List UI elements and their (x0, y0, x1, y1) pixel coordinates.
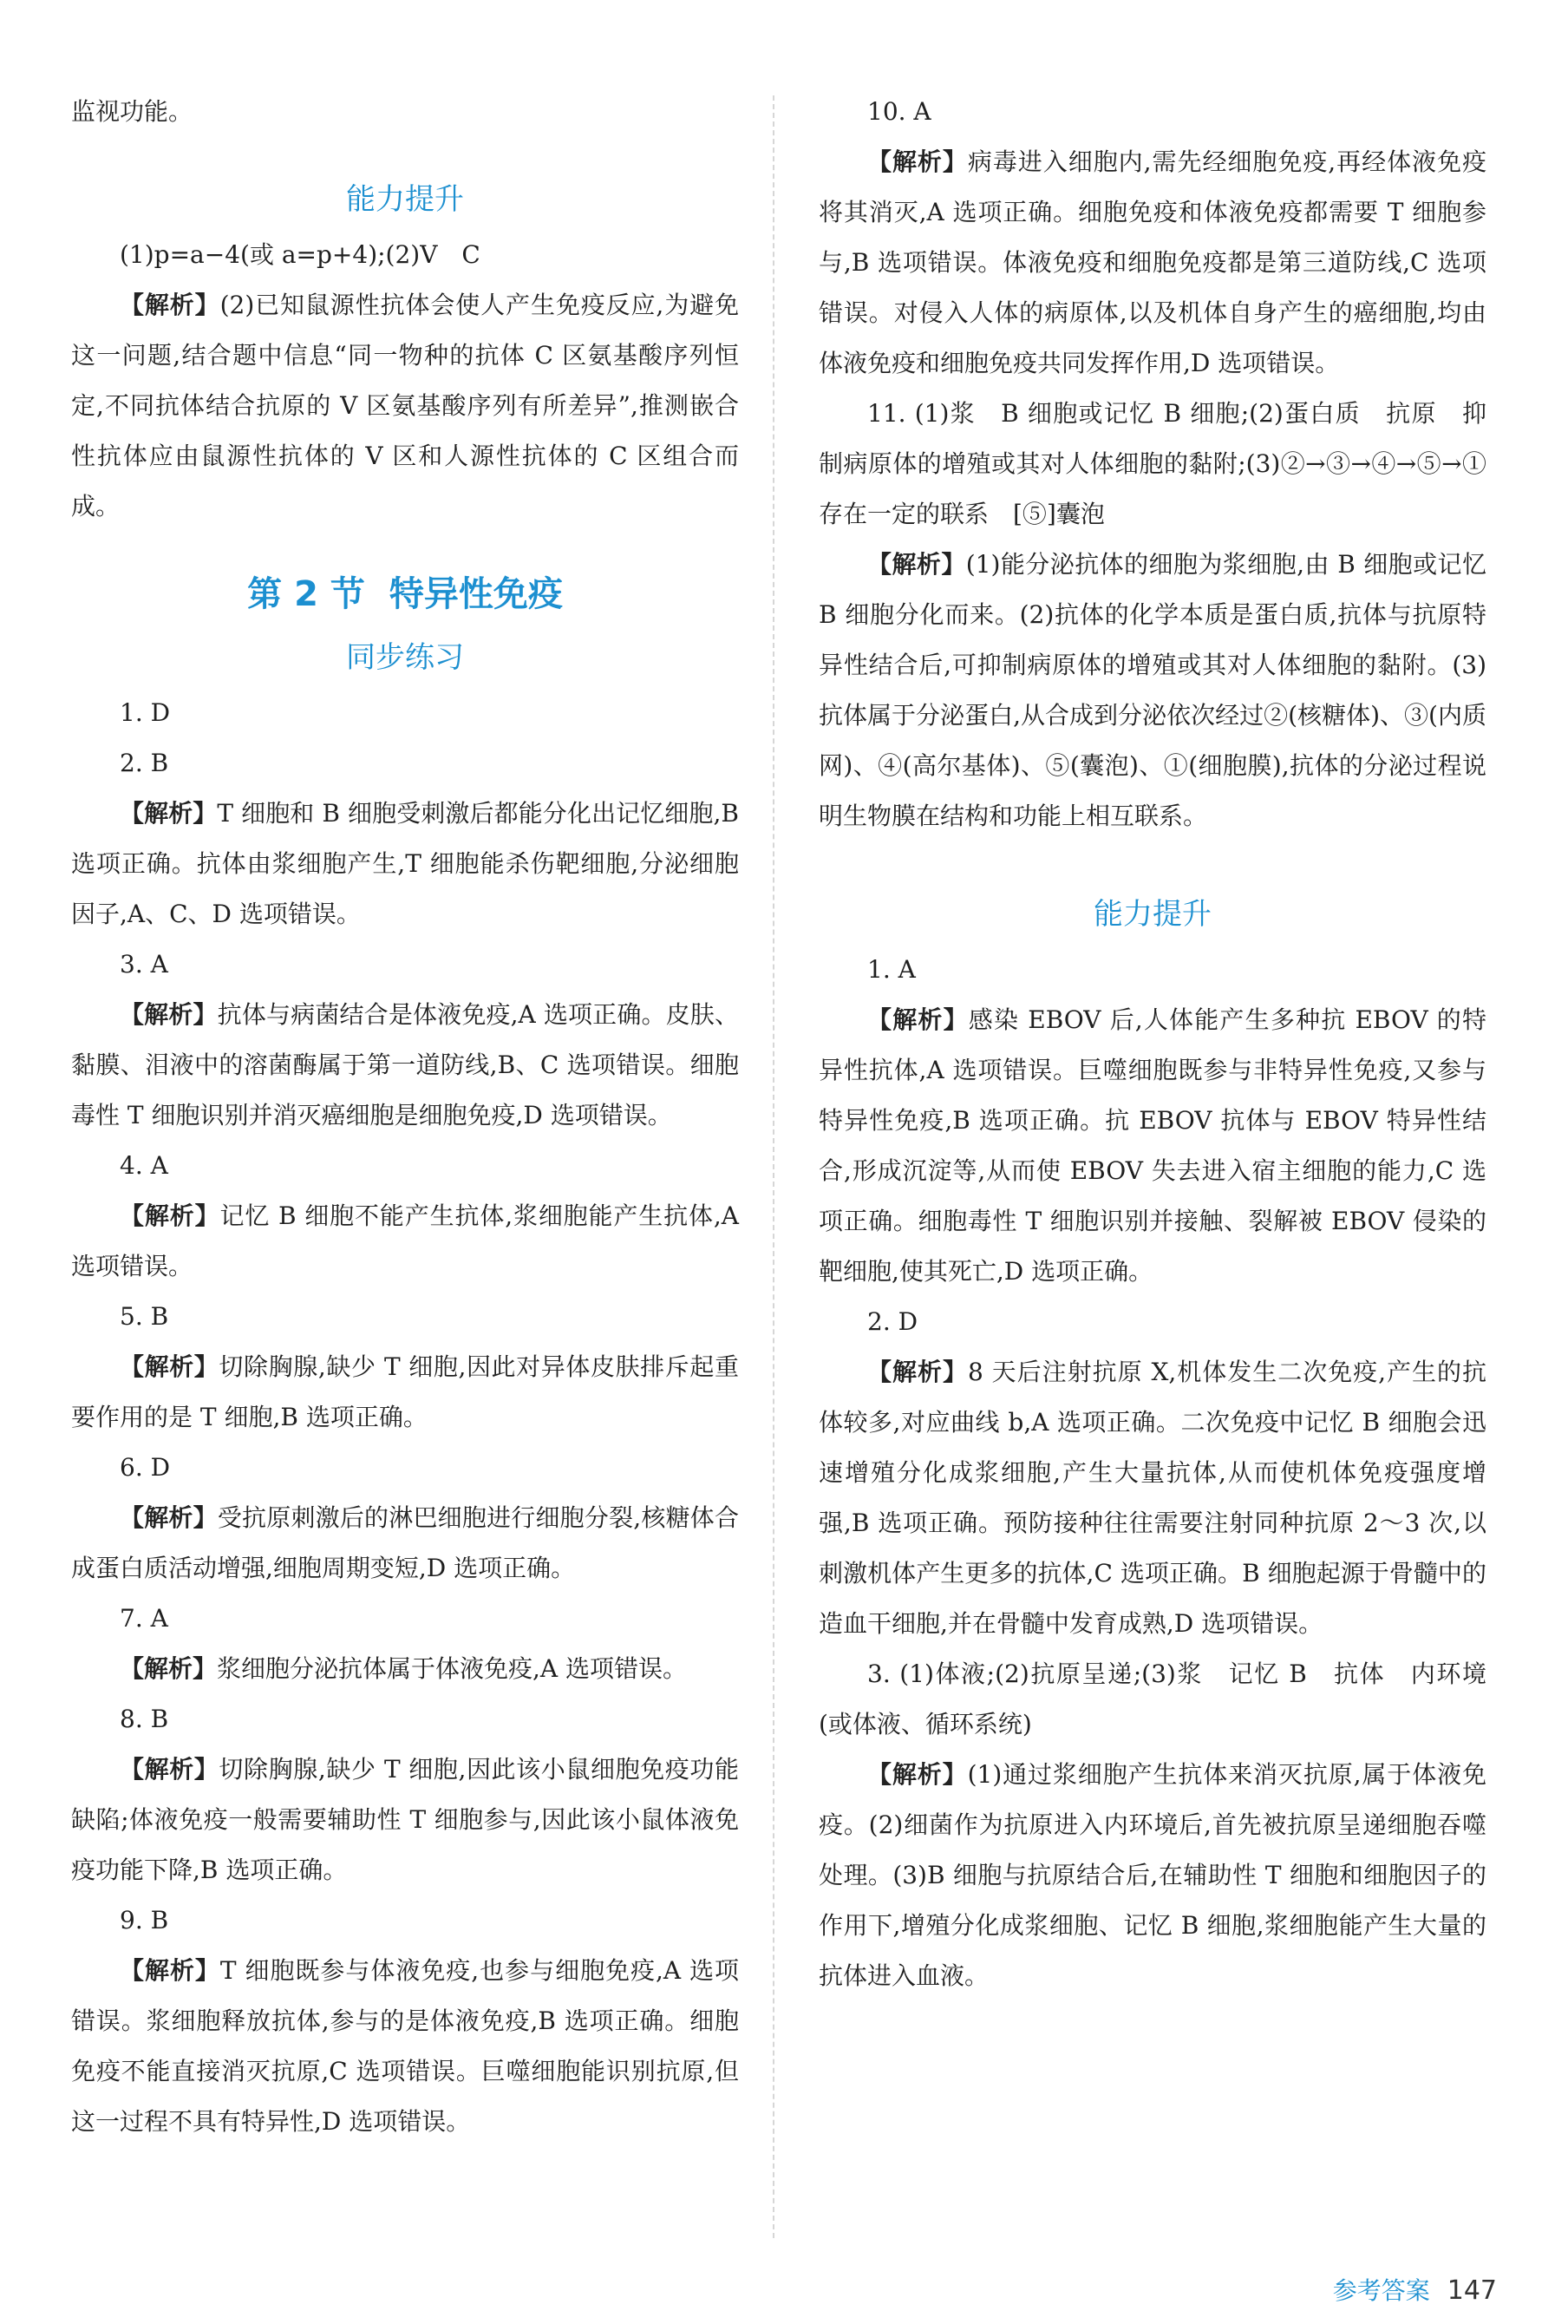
answer-line: 3. A (120, 950, 168, 979)
explanation-tag: 【解析】 (867, 1358, 968, 1386)
explanation-text: T 细胞既参与体液免疫,也参与细胞免疫,A 选项错误。浆细胞释放抗体,参与的是体液免疫,B 选项正确。细胞免疫不能直接消灭抗原,C 选项错误。巨噬细胞能识别抗原,但这一过程不具有特异性,D 选项错误。 (71, 1956, 739, 2136)
explanation-text: 切除胸腺,缺少 T 细胞,因此对异体皮肤排斥起重要作用的是 T 细胞,B 选项正确。 (71, 1352, 739, 1431)
answer-line: 2. B (120, 749, 169, 777)
section-heading (71, 566, 739, 616)
answer-line: 2. D (867, 1307, 918, 1336)
explanation-tag: 【解析】 (120, 1000, 218, 1029)
answer-line: 9. B (120, 1906, 169, 1934)
page-number: 147 (1447, 2275, 1497, 2306)
explanation-tag: 【解析】 (867, 550, 966, 579)
explanation-text: 受抗原刺激后的淋巴细胞进行细胞分裂,核糖体合成蛋白质活动增强,细胞周期变短,D 选项正确。 (71, 1503, 739, 1582)
footer-label: 参考答案 (1332, 2276, 1430, 2305)
answer-line: 1. A (867, 955, 916, 984)
explanation-tag: 【解析】 (120, 1201, 220, 1230)
explanation (819, 995, 1486, 1297)
explanation-tag: 【解析】 (120, 1503, 218, 1532)
explanation (71, 1342, 739, 1443)
left-column (71, 87, 739, 2147)
explanation (71, 1493, 739, 1594)
text-line: 监视功能。 (71, 97, 193, 126)
answer-line: 6. D (120, 1453, 171, 1482)
right-column (819, 87, 1512, 2001)
explanation (819, 1750, 1486, 2001)
explanation (71, 990, 739, 1141)
page-footer (1333, 2272, 1497, 2307)
explanation (71, 1191, 739, 1292)
explanation-tag: 【解析】 (120, 1956, 220, 1985)
explanation (819, 137, 1486, 389)
explanation-tag: 【解析】 (867, 1005, 969, 1034)
explanation (819, 1347, 1486, 1649)
explanation-tag: 【解析】 (120, 291, 220, 319)
explanation-text: 切除胸腺,缺少 T 细胞,因此该小鼠细胞免疫功能缺陷;体液免疫一般需要辅助性 T 细胞参与,因此该小鼠体液免疫功能下降,B 选项正确。 (71, 1755, 739, 1884)
explanation-text: 感染 EBOV 后,人体能产生多种抗 EBOV 的特异性抗体,A 选项错误。巨噬细胞既参与非特异性免疫,又参与特异性免疫,B 选项正确。抗 EBOV 抗体与 EBOV 特异性结合,形成沉淀等,从而使 EBOV 失去进入宿主细胞的能力,C 选项正确。细胞毒性 T 细胞识别并接触、裂解被 EBOV 侵染的靶细胞,使其死亡,D 选项正确。 (819, 1005, 1486, 1286)
explanation-text: T 细胞和 B 细胞受刺激后都能分化出记忆细胞,B 选项正确。抗体由浆细胞产生,T 细胞能杀伤靶细胞,分泌细胞因子,A、C、D 选项错误。 (71, 799, 739, 928)
explanation (71, 789, 739, 939)
explanation-text: 记忆 B 细胞不能产生抗体,浆细胞能产生抗体,A 选项错误。 (71, 1201, 739, 1280)
explanation (71, 280, 739, 532)
subsection-heading-ability: 能力提升 (346, 182, 464, 217)
answer-line: 8. B (120, 1705, 169, 1733)
explanation-text: 病毒进入细胞内,需先经细胞免疫,再经体液免疫将其消灭,A 选项正确。细胞免疫和体液免疫都需要 T 细胞参与,B 选项错误。体液免疫和细胞免疫都是第三道防线,C 选项错误。对侵入人体的病原体,以及机体自身产生的癌细胞,均由体液免疫和细胞免疫共同发挥作用,D 选项错误。 (819, 147, 1486, 377)
answer-line: 7. A (120, 1604, 168, 1633)
explanation (71, 1745, 739, 1895)
explanation-tag: 【解析】 (120, 799, 218, 828)
explanation-text: 8 天后注射抗原 X,机体发生二次免疫,产生的抗体较多,对应曲线 b,A 选项正确。二次免疫中记忆 B 细胞会迅速增殖分化成浆细胞,产生大量抗体,从而使机体免疫强度增强,B 选项正确。预防接种往往需要注射同种抗原 2～3 次,以刺激机体产生更多的抗体,C 选项正确。B 细胞起源于骨髓中的造血干细胞,并在骨髓中发育成熟,D 选项错误。 (819, 1358, 1486, 1638)
explanation (819, 540, 1486, 841)
explanation-tag: 【解析】 (120, 1654, 218, 1683)
section-number: 第 2 节 (247, 574, 365, 614)
explanation-text: (1)能分泌抗体的细胞为浆细胞,由 B 细胞或记忆 B 细胞分化而来。(2)抗体的化学本质是蛋白质,抗体与抗原特异性结合后,可抑制病原体的增殖或其对人体细胞的黏附。(3)抗体属于分泌蛋白,从合成到分泌依次经过②(核糖体)、③(内质网)、④(高尔基体)、⑤(囊泡)、①(细胞膜),抗体的分泌过程说明生物膜在结构和功能上相互联系。 (819, 550, 1486, 830)
section-title: 特异性免疫 (389, 574, 563, 614)
answer-line: 11. (1)浆 B 细胞或记忆 B 细胞;(2)蛋白质 抗原 抑制病原体的增殖或其对人体细胞的黏附;(3)②→③→④→⑤→① 存在一定的联系 [⑤]囊泡 (819, 399, 1512, 528)
subsection-heading-ability: 能力提升 (1094, 897, 1212, 932)
answer-line: 4. A (120, 1151, 168, 1180)
explanation (71, 1946, 739, 2147)
explanation (71, 1644, 739, 1694)
answer-line: (1)p=a−4(或 a=p+4);(2)V C (120, 240, 480, 269)
subsection-heading-sync: 同步练习 (346, 640, 464, 675)
answer-line: 10. A (867, 97, 931, 126)
explanation-tag: 【解析】 (120, 1755, 219, 1784)
explanation-tag: 【解析】 (867, 1760, 968, 1789)
explanation-text: 浆细胞分泌抗体属于体液免疫,A 选项错误。 (217, 1654, 688, 1683)
answer-line: 5. B (120, 1302, 169, 1331)
answer-line: 3. (1)体液;(2)抗原呈递;(3)浆 记忆 B 抗体 内环境(或体液、循环系统) (819, 1660, 1486, 1738)
explanation-text: (2)已知鼠源性抗体会使人产生免疫反应,为避免这一问题,结合题中信息“同一物种的抗体 C 区氨基酸序列恒定,不同抗体结合抗原的 V 区氨基酸序列有所差异”,推测嵌合性抗体应由鼠源性抗体的 V 区和人源性抗体的 C 区组合而成。 (71, 291, 739, 520)
explanation-text: 抗体与病菌结合是体液免疫,A 选项正确。皮肤、黏膜、泪液中的溶菌酶属于第一道防线,B、C 选项错误。细胞毒性 T 细胞识别并消灭癌细胞是细胞免疫,D 选项错误。 (71, 1000, 739, 1129)
explanation-tag: 【解析】 (867, 147, 968, 176)
explanation-tag: 【解析】 (120, 1352, 219, 1381)
answer-line: 1. D (120, 698, 171, 727)
column-divider (773, 95, 774, 2238)
explanation-text: (1)通过浆细胞产生抗体来消灭抗原,属于体液免疫。(2)细菌作为抗原进入内环境后,首先被抗原呈递细胞吞噬处理。(3)B 细胞与抗原结合后,在辅助性 T 细胞和细胞因子的作用下,增殖分化成浆细胞、记忆 B 细胞,浆细胞能产生大量的抗体进入血液。 (819, 1760, 1486, 1990)
